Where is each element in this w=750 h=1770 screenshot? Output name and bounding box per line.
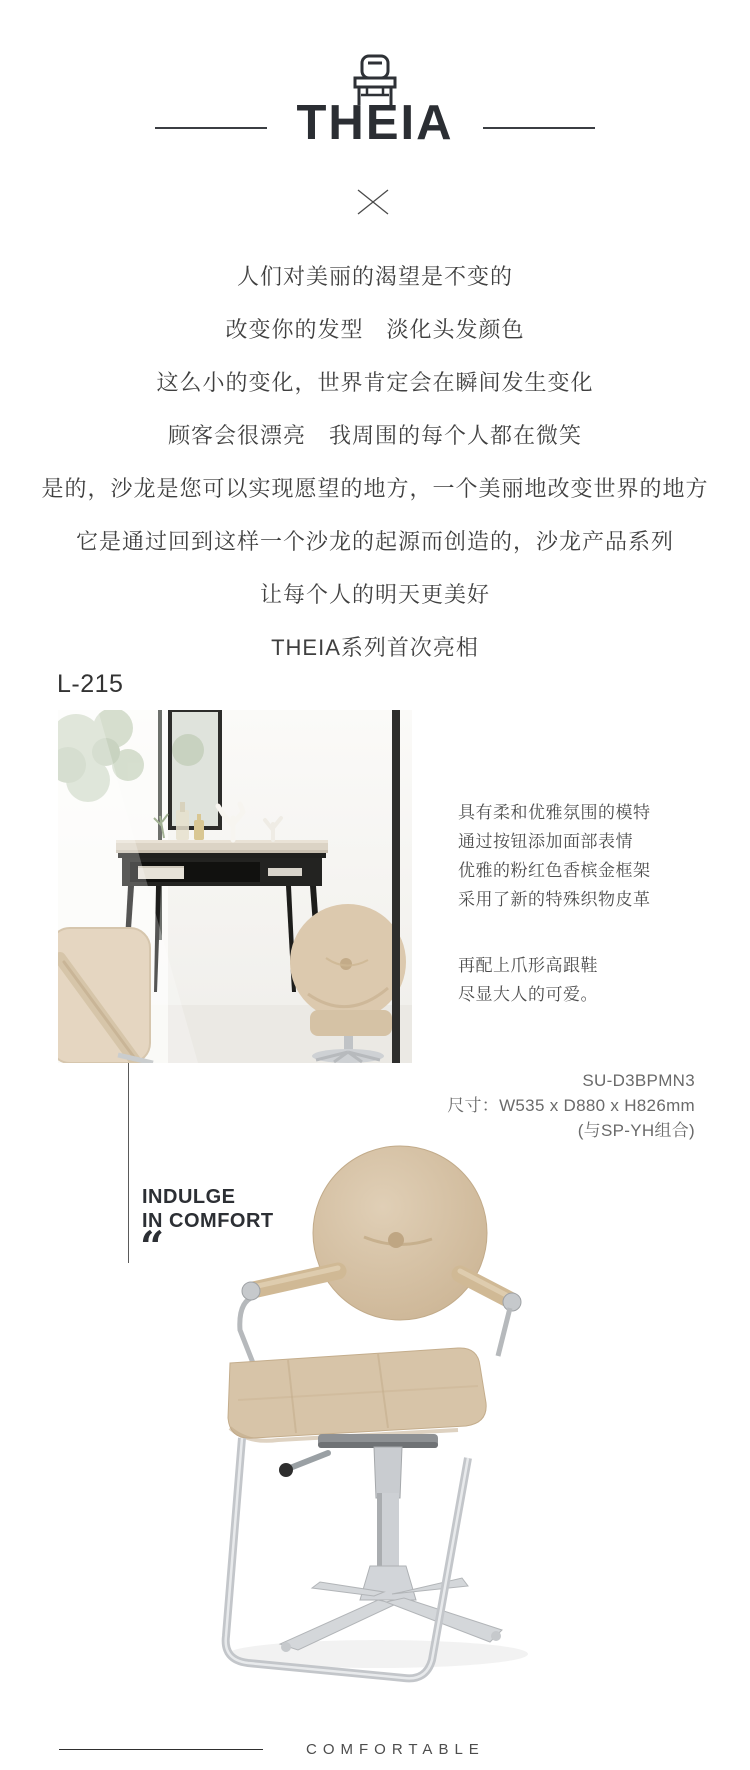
intro-copy: [0, 249, 750, 673]
desc-line: 优雅的粉红色香槟金框架: [458, 861, 651, 880]
model-label: L-215: [57, 670, 124, 698]
intro-line: 这么小的变化，世界肯定会在瞬间发生变化: [156, 370, 594, 395]
desc-line: 尽显大人的可爱。: [458, 985, 598, 1004]
comfort-heading-line: INDULGE: [142, 1186, 236, 1208]
footer-line: [59, 1749, 263, 1750]
desc-line: 通过按钮添加面部表情: [458, 832, 633, 851]
intro-line: 是的，沙龙是您可以实现愿望的地方，一个美丽地改变世界的地方: [41, 476, 709, 501]
footer-label: COMFORTABLE: [306, 1741, 485, 1758]
intro-line: 它是通过回到这样一个沙龙的起源而创造的，沙龙产品系列: [75, 529, 674, 554]
desc-line: 具有柔和优雅氛围的模特: [458, 803, 651, 822]
product-size: 尺寸：W535 x D880 x H826mm: [447, 1096, 695, 1115]
product-description: [458, 798, 651, 914]
quote-mark: “: [140, 1222, 165, 1271]
title-right-dash: [483, 127, 595, 129]
x-divider-icon: [356, 188, 390, 216]
intro-line: THEIA系列首次亮相: [271, 635, 479, 660]
intro-line: 人们对美丽的渴望是不变的: [236, 264, 513, 289]
comfort-heading-line: IN COMFORT: [142, 1210, 274, 1232]
product-code: SU-D3BPMN3: [582, 1071, 695, 1090]
intro-line: 改变你的发型 淡化头发颜色: [225, 317, 525, 342]
product-spec: [375, 1068, 695, 1143]
product-description-2: [458, 951, 598, 1009]
l215-salon-photo: [58, 710, 412, 1063]
desc-line: 采用了新的特殊织物皮革: [458, 890, 651, 909]
brand-title: THEIA: [296, 96, 454, 150]
vertical-rule: [128, 1063, 129, 1263]
title-left-dash: [155, 127, 267, 129]
styling-chair-photo: [168, 1138, 540, 1710]
product-combo: (与SP-YH组合): [577, 1121, 695, 1140]
intro-line: 让每个人的明天更美好: [259, 582, 490, 607]
intro-line: 顾客会很漂亮 我周围的每个人都在微笑: [167, 423, 582, 448]
desc-line: 再配上爪形高跟鞋: [458, 956, 598, 975]
